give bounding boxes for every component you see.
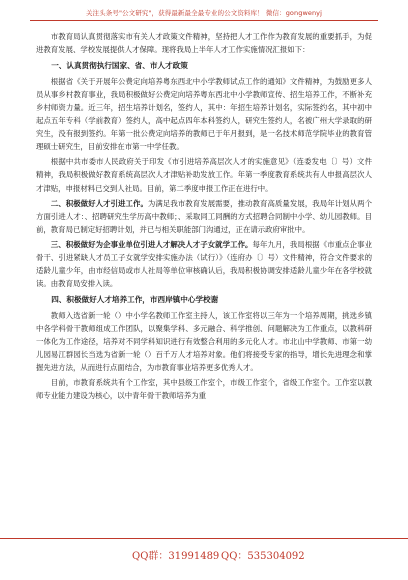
paragraph-text: 为满足我市教育发展需要，推动教育高质量发展，我局年计划从两个方面引进人才：、招聘研究生学历高中教师；、采取同工同酬的方式招聘合同制中小学、幼儿园教师。目前，教育局已制定好招聘计划，并已与相关职能部门沟通过，正在请示政府审批中。 <box>36 198 372 234</box>
paragraph-policy-training: 根据省《关于开展年公费定向培养粤东西北中小学教师试点工作的通知》文件精神，为鼓励更多人员从事乡村教育事业，我局积极做好公费定向培养粤东西北中小学教师宣传、招生培养工作，不断补充乡村师资力量。近三年，招生培养计划名，签约人，其中：年招生培养计划名，实际签约名，其中初中起点五年专科（学前教育）签约人，高中起点四年本科签约人，研究生签约人，名被广州大学录取的研究生，没有报到签约。年第一批公费定向培养的教师已于年月报到，是一名技术师范学院毕业的教育管理硕士研究生，目前安排在市第一中学任教。 <box>36 77 372 152</box>
paragraph-text: 每年九月，我局根据《市重点企事业骨干、引进紧缺人才员工子女就学安排实施办法（试行）》（连府办〔〕号）文件精神，符合文件要求的适龄儿童少年，由市经信局或市人社局等单位审核确认后，我局积极协调安排适龄儿童少年在各学校就读。由教育局安排入读。 <box>36 239 372 288</box>
section-heading-3: 三、积极做好为企事业单位引进人才解决人才子女就学工作。 <box>50 239 253 249</box>
footer-qq-group: QQ群：31991489 <box>132 551 220 562</box>
section-heading-4: 四、积极做好人才培养工作，市西岸镇中心学校谢 <box>51 294 219 304</box>
paragraph-talent-allowance: 根据中共市委市人民政府关于印发《市引进培养高层次人才的实施意见》（连委发电〔〕号）文件精神，我局积极做好教育系统高层次人才津贴补助发放工作。年第一季度教育系统共有人申报高层次人才津贴，申报材料已交到人社局。目前，第二季度申报工作正在进行中。 <box>36 157 372 193</box>
footer-qq: QQ：535304092 <box>221 551 305 562</box>
section-heading-2: 二、积极做好人才引进工作。 <box>50 198 148 208</box>
paragraph-studio: 教师入选省新一轮（）中小学名教师工作室主持人，该工作室将以三年为一个培养周期，挑选乡镇中各学科骨干教师组成工作团队，以聚集学科、多元融合、科学推创、问题解决为工作重点，以教科研一体化为工作途径，培养对不同学科知识进行有效整合利用的多元化人才。市北山中学教师、市第一幼儿园易江群园长当选为省新一轮（）百千万人才培养对象。他们将接受专家的指导，增长先进理念和掌握先进方法，从而进行点面结合，为市教育事业培养更多优秀人才。 <box>36 310 372 373</box>
intro-paragraph: 市教育局认真贯彻落实市有关人才政策文件精神，坚持把人才工作作为教育发展的重要抓手，为促进教育发展、学校发展提供人才保障。现将我局上半年人才工作实施情况汇报如下： <box>36 32 372 55</box>
paragraph-children-schooling <box>36 238 372 290</box>
section-heading-1: 一、认真贯彻执行国家、省、市人才政策 <box>51 61 188 71</box>
page-header <box>0 0 408 26</box>
header-divider <box>30 20 378 21</box>
paragraph-talent-introduction <box>36 197 372 236</box>
paragraph-studio-count: 目前，市教育系统共有个工作室，其中县级工作室个，市级工作室个，省级工作室个。工作室以教师专业能力建设为核心，以中青年骨干教师培养为重 <box>36 378 372 401</box>
header-notice: 关注头条号"公文研究"，获得最新最全最专业的公文资料库！ 微信：gongwenyj <box>85 9 323 17</box>
document-body <box>36 30 372 404</box>
page-footer <box>0 538 408 563</box>
